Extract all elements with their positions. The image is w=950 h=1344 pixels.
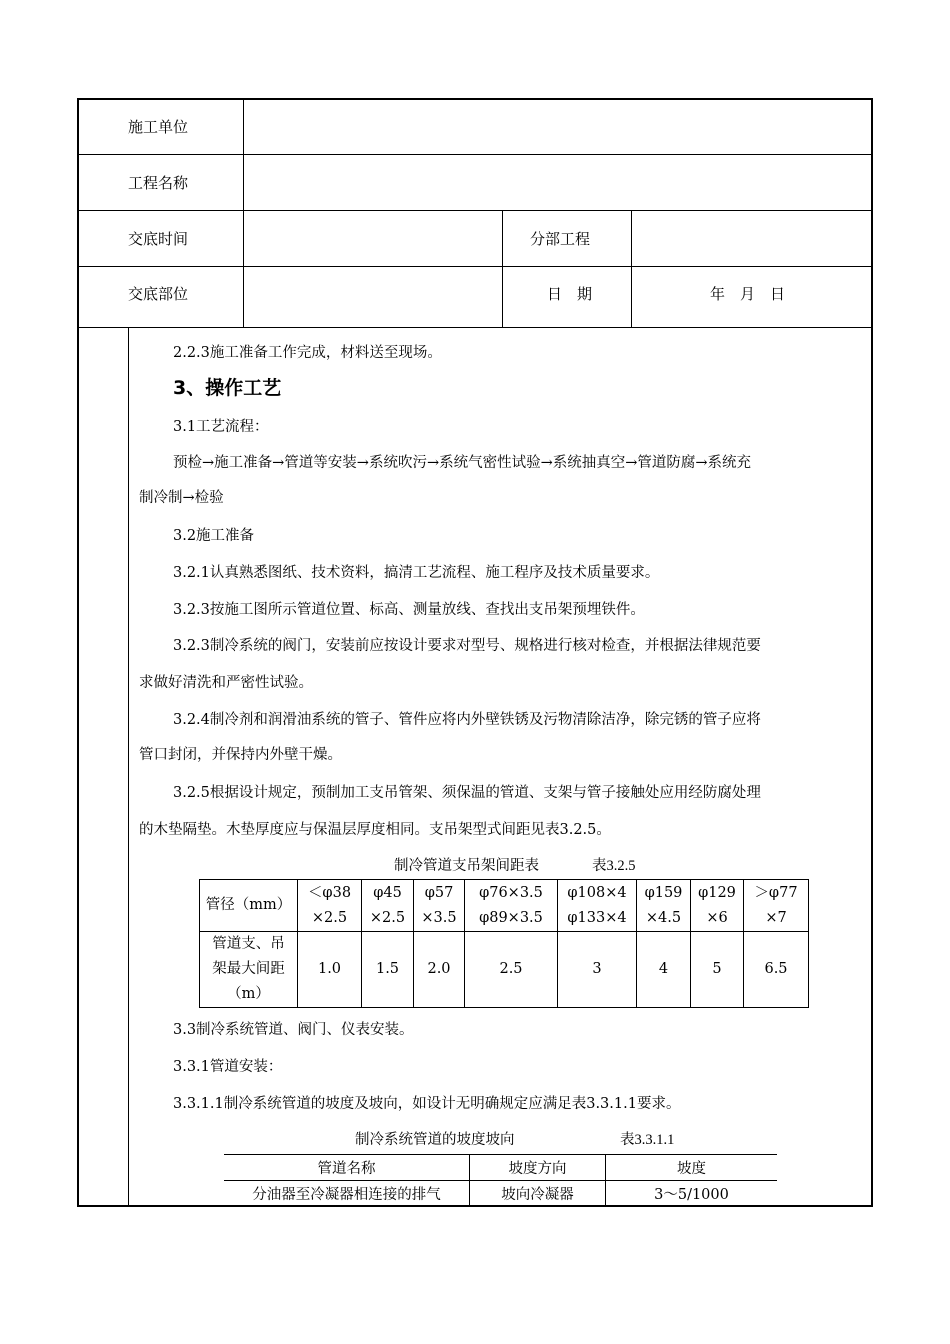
table2-cell: 坡向冷凝器 bbox=[470, 1181, 606, 1207]
table2-cell: 分油器至冷凝器相连接的排气 bbox=[224, 1181, 470, 1207]
table2-cell: 3～5/1000 bbox=[606, 1181, 778, 1207]
table1-number: 表3.2.5 bbox=[592, 858, 636, 874]
table1-value-cell: 4 bbox=[637, 932, 691, 1008]
table2-caption: 制冷系统管道的坡度坡向 bbox=[355, 1132, 515, 1148]
table1-header-cell: φ45 ×2.5 bbox=[362, 880, 414, 932]
project-label: 工程名称 bbox=[128, 174, 189, 192]
process-flow-line-2: 制冷制→检验 bbox=[139, 490, 224, 506]
date-value: 年 月 日 bbox=[710, 285, 786, 303]
table1-row-label: 管道支、吊 架最大间距 （m） bbox=[200, 932, 298, 1008]
division-label: 分部工程 bbox=[530, 230, 591, 248]
table1-header-cell: φ108×4 φ133×4 bbox=[558, 880, 637, 932]
support-spacing-table bbox=[199, 879, 809, 1008]
section-heading: 3、操作工艺 bbox=[173, 377, 282, 399]
table1-value-cell: 1.0 bbox=[298, 932, 362, 1008]
table2-header-cell: 坡度方向 bbox=[470, 1155, 606, 1181]
paragraph-3-3: 3.3制冷系统管道、阀门、仪表安装。 bbox=[173, 1022, 414, 1038]
pipe-slope-table bbox=[224, 1154, 777, 1207]
header-rule-4 bbox=[78, 327, 872, 328]
header-rule-1 bbox=[78, 154, 872, 155]
header-rule-3 bbox=[78, 266, 872, 267]
table1-caption: 制冷管道支吊架间距表 bbox=[394, 858, 539, 874]
table1-header-cell: φ129 ×6 bbox=[691, 880, 744, 932]
paragraph-3-2-4-line-2: 管口封闭，并保持内外壁干燥。 bbox=[139, 747, 342, 763]
table1-value-cell: 1.5 bbox=[362, 932, 414, 1008]
table2-header-cell: 管道名称 bbox=[224, 1155, 470, 1181]
paragraph-3-2-4-line-1: 3.2.4制冷剂和润滑油系统的管子、管件应将内外壁铁锈及污物清除洁净，除完锈的管子应将 bbox=[173, 712, 761, 728]
table-row bbox=[224, 1181, 777, 1207]
paragraph-3-1: 3.1工艺流程： bbox=[173, 419, 269, 435]
table1-value-cell: 2.5 bbox=[465, 932, 558, 1008]
table1-row-label: 管径（mm） bbox=[200, 880, 298, 932]
process-flow-line-1: 预检→施工准备→管道等安装→系统吹污→系统气密性试验→系统抽真空→管道防腐→系统充 bbox=[173, 455, 752, 471]
paragraph-3-2-1: 3.2.1认真熟悉图纸、技术资料，搞清工艺流程、施工程序及技术质量要求。 bbox=[173, 565, 660, 581]
table1-value-cell: 5 bbox=[691, 932, 744, 1008]
table1-header-cell: ＞φ77 ×7 bbox=[744, 880, 809, 932]
table1-value-cell: 3 bbox=[558, 932, 637, 1008]
unit-label: 施工单位 bbox=[128, 118, 189, 136]
header-col-2 bbox=[502, 210, 503, 327]
table2-number: 表3.3.1.1 bbox=[620, 1132, 675, 1148]
location-label: 交底部位 bbox=[128, 285, 189, 303]
table1-header-cell: ＜φ38 ×2.5 bbox=[298, 880, 362, 932]
table-row bbox=[200, 880, 809, 932]
paragraph-3-3-1-1: 3.3.1.1制冷系统管道的坡度及坡向，如设计无明确规定应满足表3.3.1.1要求。 bbox=[173, 1096, 681, 1112]
table2-header-cell: 坡度 bbox=[606, 1155, 778, 1181]
time-label: 交底时间 bbox=[128, 230, 189, 248]
table-row bbox=[200, 932, 809, 1008]
paragraph-3-2-3a: 3.2.3按施工图所示管道位置、标高、测量放线、查找出支吊架预埋铁件。 bbox=[173, 602, 645, 618]
paragraph-2-2-3: 2.2.3施工准备工作完成，材料送至现场。 bbox=[173, 345, 442, 361]
body-margin-line bbox=[128, 327, 129, 1206]
table-row bbox=[224, 1155, 777, 1181]
paragraph-3-2-5-line-2: 的木垫隔垫。木垫厚度应与保温层厚度相同。支吊架型式间距见表3.2.5。 bbox=[139, 822, 611, 838]
paragraph-3-2-3b-line-2: 求做好清洗和严密性试验。 bbox=[139, 675, 313, 691]
table1-header-cell: φ57 ×3.5 bbox=[414, 880, 465, 932]
table1-header-cell: φ76×3.5 φ89×3.5 bbox=[465, 880, 558, 932]
paragraph-3-2-3b-line-1: 3.2.3制冷系统的阀门，安装前应按设计要求对型号、规格进行核对检查，并根据法律规范要 bbox=[173, 638, 761, 654]
paragraph-3-3-1: 3.3.1管道安装： bbox=[173, 1059, 283, 1075]
header-col-1 bbox=[243, 99, 244, 327]
table1-header-cell: φ159 ×4.5 bbox=[637, 880, 691, 932]
header-col-3 bbox=[631, 210, 632, 327]
table1-value-cell: 6.5 bbox=[744, 932, 809, 1008]
header-rule-2 bbox=[78, 210, 872, 211]
paragraph-3-2: 3.2施工准备 bbox=[173, 528, 255, 544]
date-label: 日 期 bbox=[547, 285, 593, 303]
paragraph-3-2-5-line-1: 3.2.5根据设计规定，预制加工支吊管架、须保温的管道、支架与管子接触处应用经防腐处理 bbox=[173, 785, 761, 801]
table1-value-cell: 2.0 bbox=[414, 932, 465, 1008]
